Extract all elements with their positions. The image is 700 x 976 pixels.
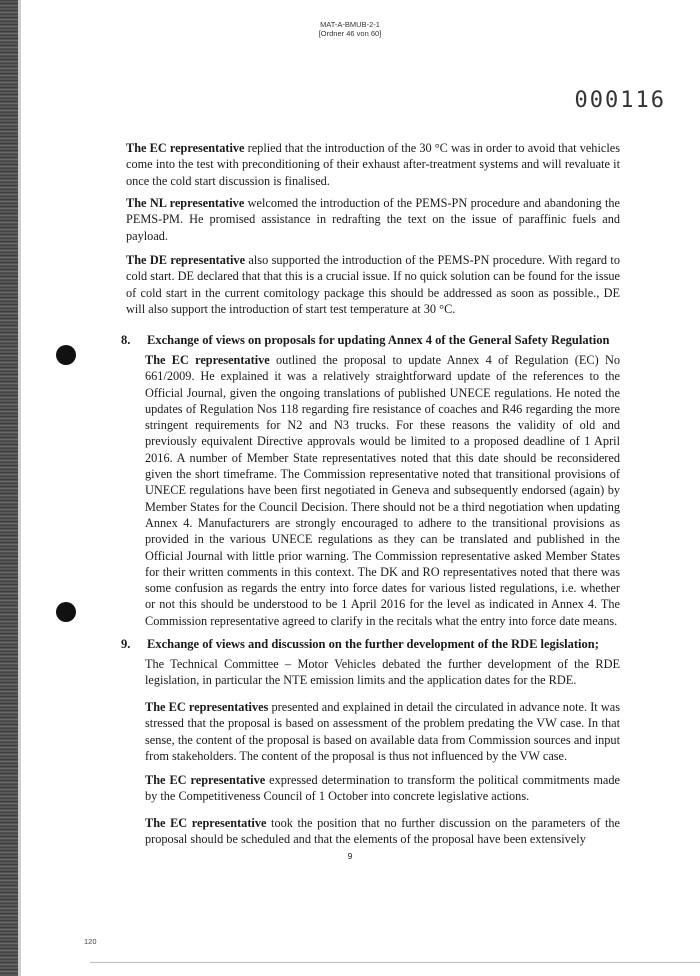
- header-folder: [Ordner 46 von 60]: [318, 29, 382, 38]
- section-8-heading: [121, 333, 621, 348]
- bottom-edge-line: [90, 962, 700, 963]
- paragraph-text: replied that the introduction of the 30 °C was in order to avoid that vehicles come into the test with preconditioning of their exhaust after-treatment systems and will revaluate it once the cold start discussion is finalised.: [126, 141, 620, 188]
- speaker: The NL representative: [126, 196, 245, 210]
- page-number: 9: [347, 851, 353, 861]
- footer-number: 120: [84, 937, 97, 946]
- speaker: The EC representative: [126, 141, 245, 155]
- speaker: The EC representative: [145, 773, 266, 787]
- punch-hole-bottom: [56, 602, 76, 622]
- section-8-body: [145, 352, 620, 629]
- speaker: The EC representative: [145, 816, 267, 830]
- paragraph-text: also supported the introduction of the PEMS-PN procedure. With regard to cold start. DE declared that that this is a crucial issue. If no quick solution can be found for the issue of cold start in the current comitology package this should be addressed as soon as possible., DE will also support the introduction of start test temperature at 30 °C.: [126, 253, 620, 316]
- paragraph-ec-reply: [126, 140, 620, 189]
- binding-shadow: [18, 0, 21, 976]
- section-9-ec-presented: [145, 699, 620, 764]
- paragraph-de: [126, 252, 620, 317]
- paragraph-text: took the position that no further discussion on the parameters of the proposal should be scheduled and that the elements of the proposal have been extensively: [145, 816, 620, 847]
- document-header: [0, 20, 700, 38]
- paragraph-text: outlined the proposal to update Annex 4 of Regulation (EC) No 661/2009. He explained it was a relatively straightforward update of the references to the Official Journal, given the ongoing translations of published UNECE regulations. He noted the updates of Regulation Nos 118 regarding fire resistance of coaches and R46 regarding the more stringent requirements for N2 and N3 trucks. For these reasons the validity of old and previously equivalent Directive approvals would be limited to a proposed deadline of 1 April 2016. A number of Member State representatives noted that this date should be reconsidered given the short timeframe. The Commission representative noted that transitional provisions of UNECE regulations have been first negotiated in Geneva and subsequently endorsed (again) by Member States for the Council Decision. There should not be a third negotiation when updating Annex 4. Manufacturers are strongly encouraged to adhere to the transitional provisions as provided in the various UNECE regulations as they can be translated and published in the Official Journal with little prior warning. The Commission representative asked Member States for their written comments in this context. The DK and RO representatives noted that there was some confusion as regards the entry into force dates for various listed regulations, i.e. whether or not this should be understood to be 1 April 2016 for the level as indicated in Annex 4. The Commission representative agreed to clarify in the recitals what the entry into force date means.: [145, 353, 620, 628]
- paragraph-text: presented and explained in detail the circulated in advance note. It was stressed that the proposal is based on assessment of the problem predating the VW case. In that sense, the content of the proposal is based on available data from Commission sources and input from stakeholders. The content of the proposal is thus not influenced by the VW case.: [145, 700, 620, 763]
- speaker: The EC representatives: [145, 700, 269, 714]
- header-reference: MAT-A-BMUB-2-1: [320, 20, 380, 29]
- paragraph-text: welcomed the introduction of the PEMS-PN procedure and abandoning the PEMS-PM. He promised assistance in redrafting the text on the issue of paraffinic fuels and payload.: [126, 196, 620, 243]
- section-title: Exchange of views on proposals for updating Annex 4 of the General Safety Regulation: [147, 333, 610, 347]
- section-9-ec-position: [145, 815, 620, 848]
- section-9-ec-determination: [145, 772, 620, 805]
- speaker: The DE representative: [126, 253, 246, 267]
- section-9-heading: [121, 637, 621, 652]
- section-title: Exchange of views and discussion on the further development of the RDE legislation;: [147, 637, 599, 651]
- section-number: 9.: [121, 637, 131, 651]
- section-number: 8.: [121, 333, 131, 347]
- punch-hole-top: [56, 345, 76, 365]
- speaker: The EC representative: [145, 353, 270, 367]
- paragraph-nl: [126, 195, 620, 244]
- paragraph-text: expressed determination to transform the political commitments made by the Competitiveness Council of 1 October into concrete legislative actions.: [145, 773, 620, 804]
- binding-strip: [0, 0, 18, 976]
- page-stamp: 000116: [574, 88, 666, 113]
- paragraph-text: The Technical Committee – Motor Vehicles debated the further development of the RDE legislation, in particular the NTE emission limits and the application dates for the RDE.: [145, 657, 620, 688]
- section-9-intro: [145, 656, 620, 689]
